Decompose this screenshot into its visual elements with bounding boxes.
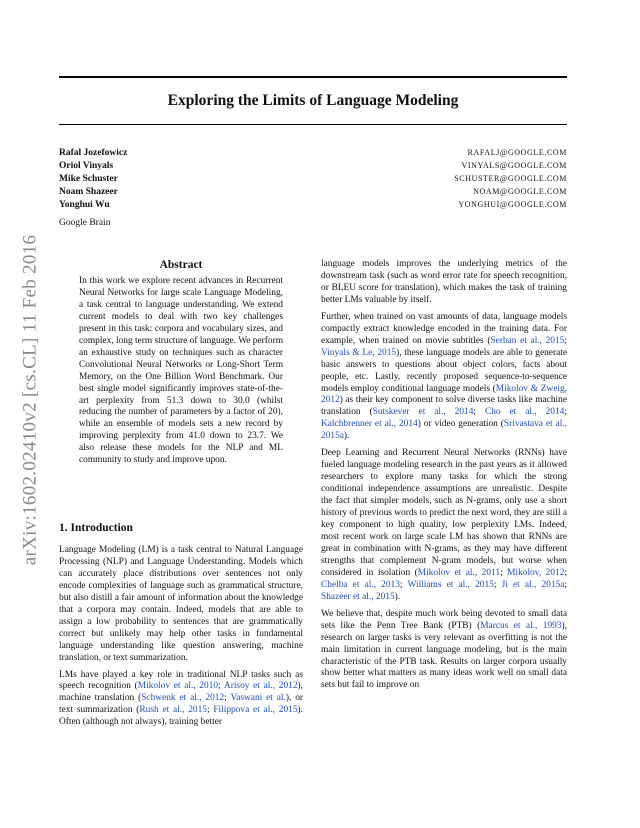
citation-link[interactable]: Srivastava et al., 2015a: [321, 419, 568, 442]
author-name: Noam Shazeer: [59, 186, 118, 197]
citation-link[interactable]: Vinyals & Le, 2015: [321, 347, 397, 358]
author-email[interactable]: NOAM@GOOGLE.COM: [473, 187, 567, 196]
text-run: We believe that, despite much work being devoted to small data sets like the Penn Tree Bank (PTB) (: [321, 608, 567, 631]
paragraph: language models improves the underlying metrics of the downstream task (such as word error rate for speech recognition, or BLEU score for translation), which makes the task of training better LMs valuable by itself.: [321, 259, 567, 305]
text-run: Deep Learning and Recurrent Neural Networks (RNNs) have fueled language modeling research in the past years as it allowed researchers to explore many tasks for which the strong conditional independence assumptions are unrealistic. Despite the fact that simpler models, such as N-grams, only use a short history of previous words to predict the next word, they are still a key component to high quality, low perplexity LMs. Indeed, most recent work on large scale LM has shown that RNNs are great in combination with N-grams, as they may have different strengths that complement N-gram models, but worse when considered in isolation (: [321, 448, 567, 578]
citation-link[interactable]: Filippova et al., 2015: [213, 705, 298, 716]
author-name: Oriol Vinyals: [59, 160, 114, 171]
title-rule-top: [59, 76, 567, 78]
author-row: [59, 198, 567, 211]
author-row: [59, 172, 567, 185]
abstract-heading: Abstract: [159, 259, 203, 271]
citation-link[interactable]: Mikolov, 2012: [507, 567, 565, 578]
text-run: ;: [500, 567, 508, 578]
text-run: ).: [343, 431, 350, 442]
citation-link[interactable]: Serban et al., 2015: [490, 335, 565, 346]
author-name: Rafal Jozefowicz: [59, 147, 128, 158]
text-run: ), or text summarization (: [59, 693, 304, 716]
text-run: ;: [493, 579, 502, 590]
paragraph: [59, 670, 303, 730]
author-email[interactable]: RAFALJ@GOOGLE.COM: [467, 148, 567, 157]
text-run: ;: [564, 407, 567, 418]
paragraph: [321, 448, 567, 603]
title-rule-bottom: [59, 124, 567, 125]
text-run: ;: [564, 567, 567, 578]
text-run: ).: [394, 591, 401, 602]
citation-link[interactable]: Chelba et al., 2013: [321, 579, 400, 590]
citation-link[interactable]: Vaswani et al.: [230, 693, 286, 704]
citation-link[interactable]: Mikolov et al., 2011: [417, 567, 501, 578]
citation-link[interactable]: Rush et al., 2015: [139, 705, 207, 716]
text-run: Further, when trained on vast amounts of data, language models compactly extract knowledge encoded in the training data. For example, when trained on movie subtitles (: [321, 311, 567, 346]
right-column-body: [321, 259, 567, 697]
affiliation: Google Brain: [59, 218, 111, 228]
text-run: ;: [206, 705, 214, 716]
citation-link[interactable]: Ji et al., 2015a: [501, 579, 565, 590]
section-heading-introduction: 1. Introduction: [59, 522, 133, 534]
text-run: ), machine translation (: [59, 681, 303, 704]
text-run: ;: [473, 407, 485, 418]
text-run: ), these language models are able to generate basic answers to questions about object colors, facts about people, etc. Lastly, recently proposed sequence-to-sequence models employ conditional language models (: [321, 347, 568, 394]
text-run: ;: [564, 335, 567, 346]
paragraph: [321, 312, 567, 443]
left-column-body: [59, 545, 303, 734]
text-run: ;: [224, 693, 231, 704]
author-email[interactable]: SCHUSTER@GOOGLE.COM: [454, 174, 567, 183]
citation-link[interactable]: Schwenk et al., 2012: [141, 693, 225, 704]
text-run: ;: [399, 579, 408, 590]
arxiv-identifier: arXiv:1602.02410v2 [cs.CL] 11 Feb 2016: [19, 234, 40, 566]
paragraph: [321, 609, 567, 693]
citation-link[interactable]: Marcus et al., 1993: [480, 620, 562, 631]
author-row: [59, 146, 567, 159]
author-name: Mike Schuster: [59, 173, 118, 184]
author-email[interactable]: YONGHUI@GOOGLE.COM: [458, 200, 567, 209]
arxiv-sidebar: [10, 210, 50, 590]
citation-link[interactable]: Williams et al., 2015: [407, 579, 494, 590]
text-run: ) or video generation (: [417, 419, 504, 430]
abstract-text: In this work we explore recent advances in Recurrent Neural Networks for large scale Language Modeling, a task central to language understanding. We extend current models to deal with two key challenges present in this task: corpora and vocabulary sizes, and complex, long term structure of language. We perform an exhaustive study on techniques such as character Convolutional Neural Networks or Long-Short Term Memory, on the One Billion Word Benchmark. Our best single model significantly improves state-of-the-art perplexity from 51.3 down to 30.0 (whilst reducing the number of parameters by a factor of 20), while an ensemble of models sets a new record by improving perplexity from 41.0 down to 23.7. We also release these models for the NLP and ML community to study and improve upon.: [79, 276, 283, 466]
citation-link[interactable]: Shazeer et al., 2015: [321, 591, 395, 602]
citation-link[interactable]: Mikolov & Zweig, 2012: [321, 383, 568, 406]
text-run: ;: [564, 579, 567, 590]
paper-title: Exploring the Limits of Language Modeling: [167, 92, 459, 109]
text-run: LMs have played a key role in traditional NLP tasks such as speech recognition (: [59, 669, 303, 692]
author-list: [59, 146, 567, 211]
text-run: ) as their key component to solve diverse tasks like machine translation (: [321, 395, 567, 418]
text-run: ;: [218, 681, 224, 692]
author-row: [59, 185, 567, 198]
text-run: ), research on larger tasks is very relevant as overfitting is not the main limitation in current language modeling, but is the main characteristic of the PTB task. Results on larger corpora usually show better what matters as many ideas work well on small data sets but fail to improve on: [321, 620, 568, 691]
citation-link[interactable]: Kalchbrenner et al., 2014: [321, 419, 418, 430]
author-name: Yonghui Wu: [59, 199, 110, 210]
citation-link[interactable]: Sutskever et al., 2014: [372, 407, 474, 418]
author-row: [59, 159, 567, 172]
citation-link[interactable]: Cho et al., 2014: [484, 407, 565, 418]
citation-link[interactable]: Arisoy et al., 2012: [223, 681, 298, 692]
citation-link[interactable]: Mikolov et al., 2010: [137, 681, 219, 692]
author-email[interactable]: VINYALS@GOOGLE.COM: [461, 161, 567, 170]
paragraph: Language Modeling (LM) is a task central to Natural Language Processing (NLP) and Language Understanding. Models which can accurately place distributions over sentences not only encode complexities of language such as grammatical structure, but also distill a fair amount of information about the knowledge that a corpora may contain. Indeed, models that are able to assign a low probability to sentences that are grammatically correct but unlikely may help other tasks in fundamental language understanding like question answering, machine translation, or text summarization.: [59, 545, 303, 663]
text-run: ). Often (although not always), training better: [59, 705, 303, 728]
